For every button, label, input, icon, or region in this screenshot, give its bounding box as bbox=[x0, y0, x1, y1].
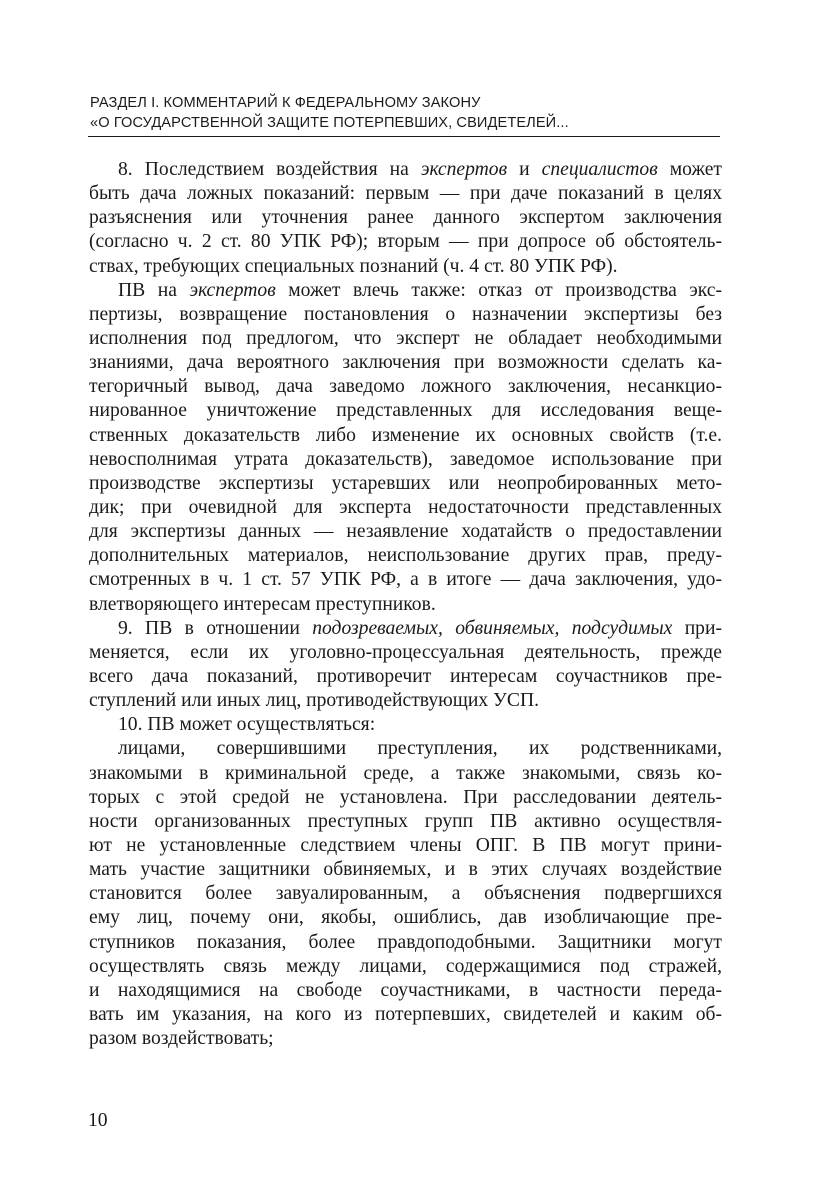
paragraph-8-line: 8. Последствием воздействия на экспертов и специалистов может bbox=[118, 159, 722, 180]
paragraph-8b-line: для экспертизы данных — незаявление ходатайств о предоставлении bbox=[89, 521, 722, 543]
paragraph-8b-line: смотренных в ч. 1 ст. 57 УПК РФ, а в итоге — дача заключения, удо- bbox=[89, 569, 722, 591]
paragraph-8b-line: производстве экспертизы устаревших или неопробированных мето- bbox=[89, 472, 722, 494]
paragraph-8-line: ствах, требующих специальных познаний (ч. 4 ст. 80 УПК РФ). bbox=[89, 255, 618, 277]
paragraph-10b-line: ступников показания, более правдоподобными. Защитники могут bbox=[89, 931, 722, 953]
paragraph-9-line: всего дача показаний, противоречит интересам соучастников пре- bbox=[89, 665, 722, 687]
paragraph-10-line: 10. ПВ может осуществляться: bbox=[118, 714, 376, 736]
emphasis-suspects: подозреваемых, обвиняемых, подсудимых bbox=[312, 617, 673, 639]
paragraph-8b-line: влетворяющего интересам преступников. bbox=[89, 593, 436, 615]
paragraph-8-line: быть дача ложных показаний: первым — при даче показаний в целях bbox=[89, 183, 722, 205]
paragraph-9-line: 9. ПВ в отношении подозреваемых, обвиняемых, подсудимых при- bbox=[118, 617, 722, 639]
paragraph-10b-line: ему лиц, почему они, якобы, ошиблись, дав изобличающие пре- bbox=[89, 907, 722, 929]
paragraph-10b-line: и находящимися на свободе соучастниками, в частности переда- bbox=[89, 979, 722, 1001]
paragraph-10b-line: ности организованных преступных групп ПВ активно осуществля- bbox=[89, 810, 722, 832]
paragraph-10b-line: осуществлять связь между лицами, содержащимися под стражей, bbox=[89, 955, 722, 977]
emphasis-specialists: специалистов bbox=[541, 159, 658, 180]
paragraph-8-line: (согласно ч. 2 ст. 80 УПК РФ); вторым — при допросе об обстоятель- bbox=[89, 231, 722, 253]
paragraph-8b-line: исполнения под предлогом, что эксперт не обладает необходимыми bbox=[89, 327, 722, 349]
emphasis-experts: экспертов bbox=[420, 159, 508, 180]
paragraph-10b-line: разом воздействовать; bbox=[89, 1028, 274, 1050]
page-number: 10 bbox=[88, 1110, 108, 1131]
paragraph-8b-line: ПВ на экспертов может влечь также: отказ от производства экс- bbox=[118, 279, 722, 301]
paragraph-8b-line: тегоричный вывод, дача заведомо ложного заключения, несанкцио- bbox=[89, 376, 722, 398]
paragraph-10b-line: становится более завуалированным, а объяснения подвергшихся bbox=[89, 883, 722, 905]
page-body bbox=[89, 158, 722, 1051]
paragraph-8-line: разъяснения или уточнения ранее данного экспертом заключения bbox=[89, 207, 722, 229]
paragraph-9-line: меняется, если их уголовно-процессуальная деятельность, прежде bbox=[89, 641, 722, 663]
paragraph-8b-line: пертизы, возвращение постановления о назначении экспертизы без bbox=[89, 303, 722, 325]
running-head-line-2: «О ГОСУДАРСТВЕННОЙ ЗАЩИТЕ ПОТЕРПЕВШИХ, СВИДЕТЕЛЕЙ... bbox=[90, 115, 569, 131]
emphasis-experts: экспертов bbox=[189, 279, 276, 301]
paragraph-8b-line: дополнительных материалов, неиспользование других прав, преду- bbox=[89, 545, 722, 567]
paragraph-10b-line: ют не установленные следствием члены ОПГ. В ПВ могут прини- bbox=[89, 834, 722, 856]
running-head-line-1: РАЗДЕЛ I. КОММЕНТАРИЙ К ФЕДЕРАЛЬНОМУ ЗАКОНУ bbox=[90, 95, 481, 111]
running-head bbox=[90, 93, 720, 133]
paragraph-8b-line: знаниями, дача вероятного заключения при возможности сделать ка- bbox=[89, 352, 722, 374]
paragraph-8b-line: дик; при очевидной для эксперта недостаточности представленных bbox=[89, 496, 722, 518]
paragraph-8b-line: ственных доказательств либо изменение их основных свойств (т.е. bbox=[89, 424, 722, 446]
header-divider bbox=[88, 136, 720, 137]
paragraph-10b-line: знакомыми в криминальной среде, а также знакомыми, связь ко- bbox=[89, 762, 722, 784]
paragraph-10b-line: торых с этой средой не установлена. При расследовании деятель- bbox=[89, 786, 722, 808]
paragraph-8b-line: нированное уничтожение представленных для исследования веще- bbox=[89, 400, 722, 422]
paragraph-8b-line: невосполнимая утрата доказательств), заведомое использование при bbox=[89, 448, 722, 470]
paragraph-10b-line: мать участие защитники обвиняемых, и в этих случаях воздействие bbox=[89, 859, 722, 881]
paragraph-10b-line: вать им указания, на кого из потерпевших, свидетелей и каким об- bbox=[89, 1003, 722, 1025]
paragraph-9-line: ступлений или иных лиц, противодействующих УСП. bbox=[89, 690, 540, 712]
paragraph-10b-line: лицами, совершившими преступления, их родственниками, bbox=[118, 738, 722, 760]
